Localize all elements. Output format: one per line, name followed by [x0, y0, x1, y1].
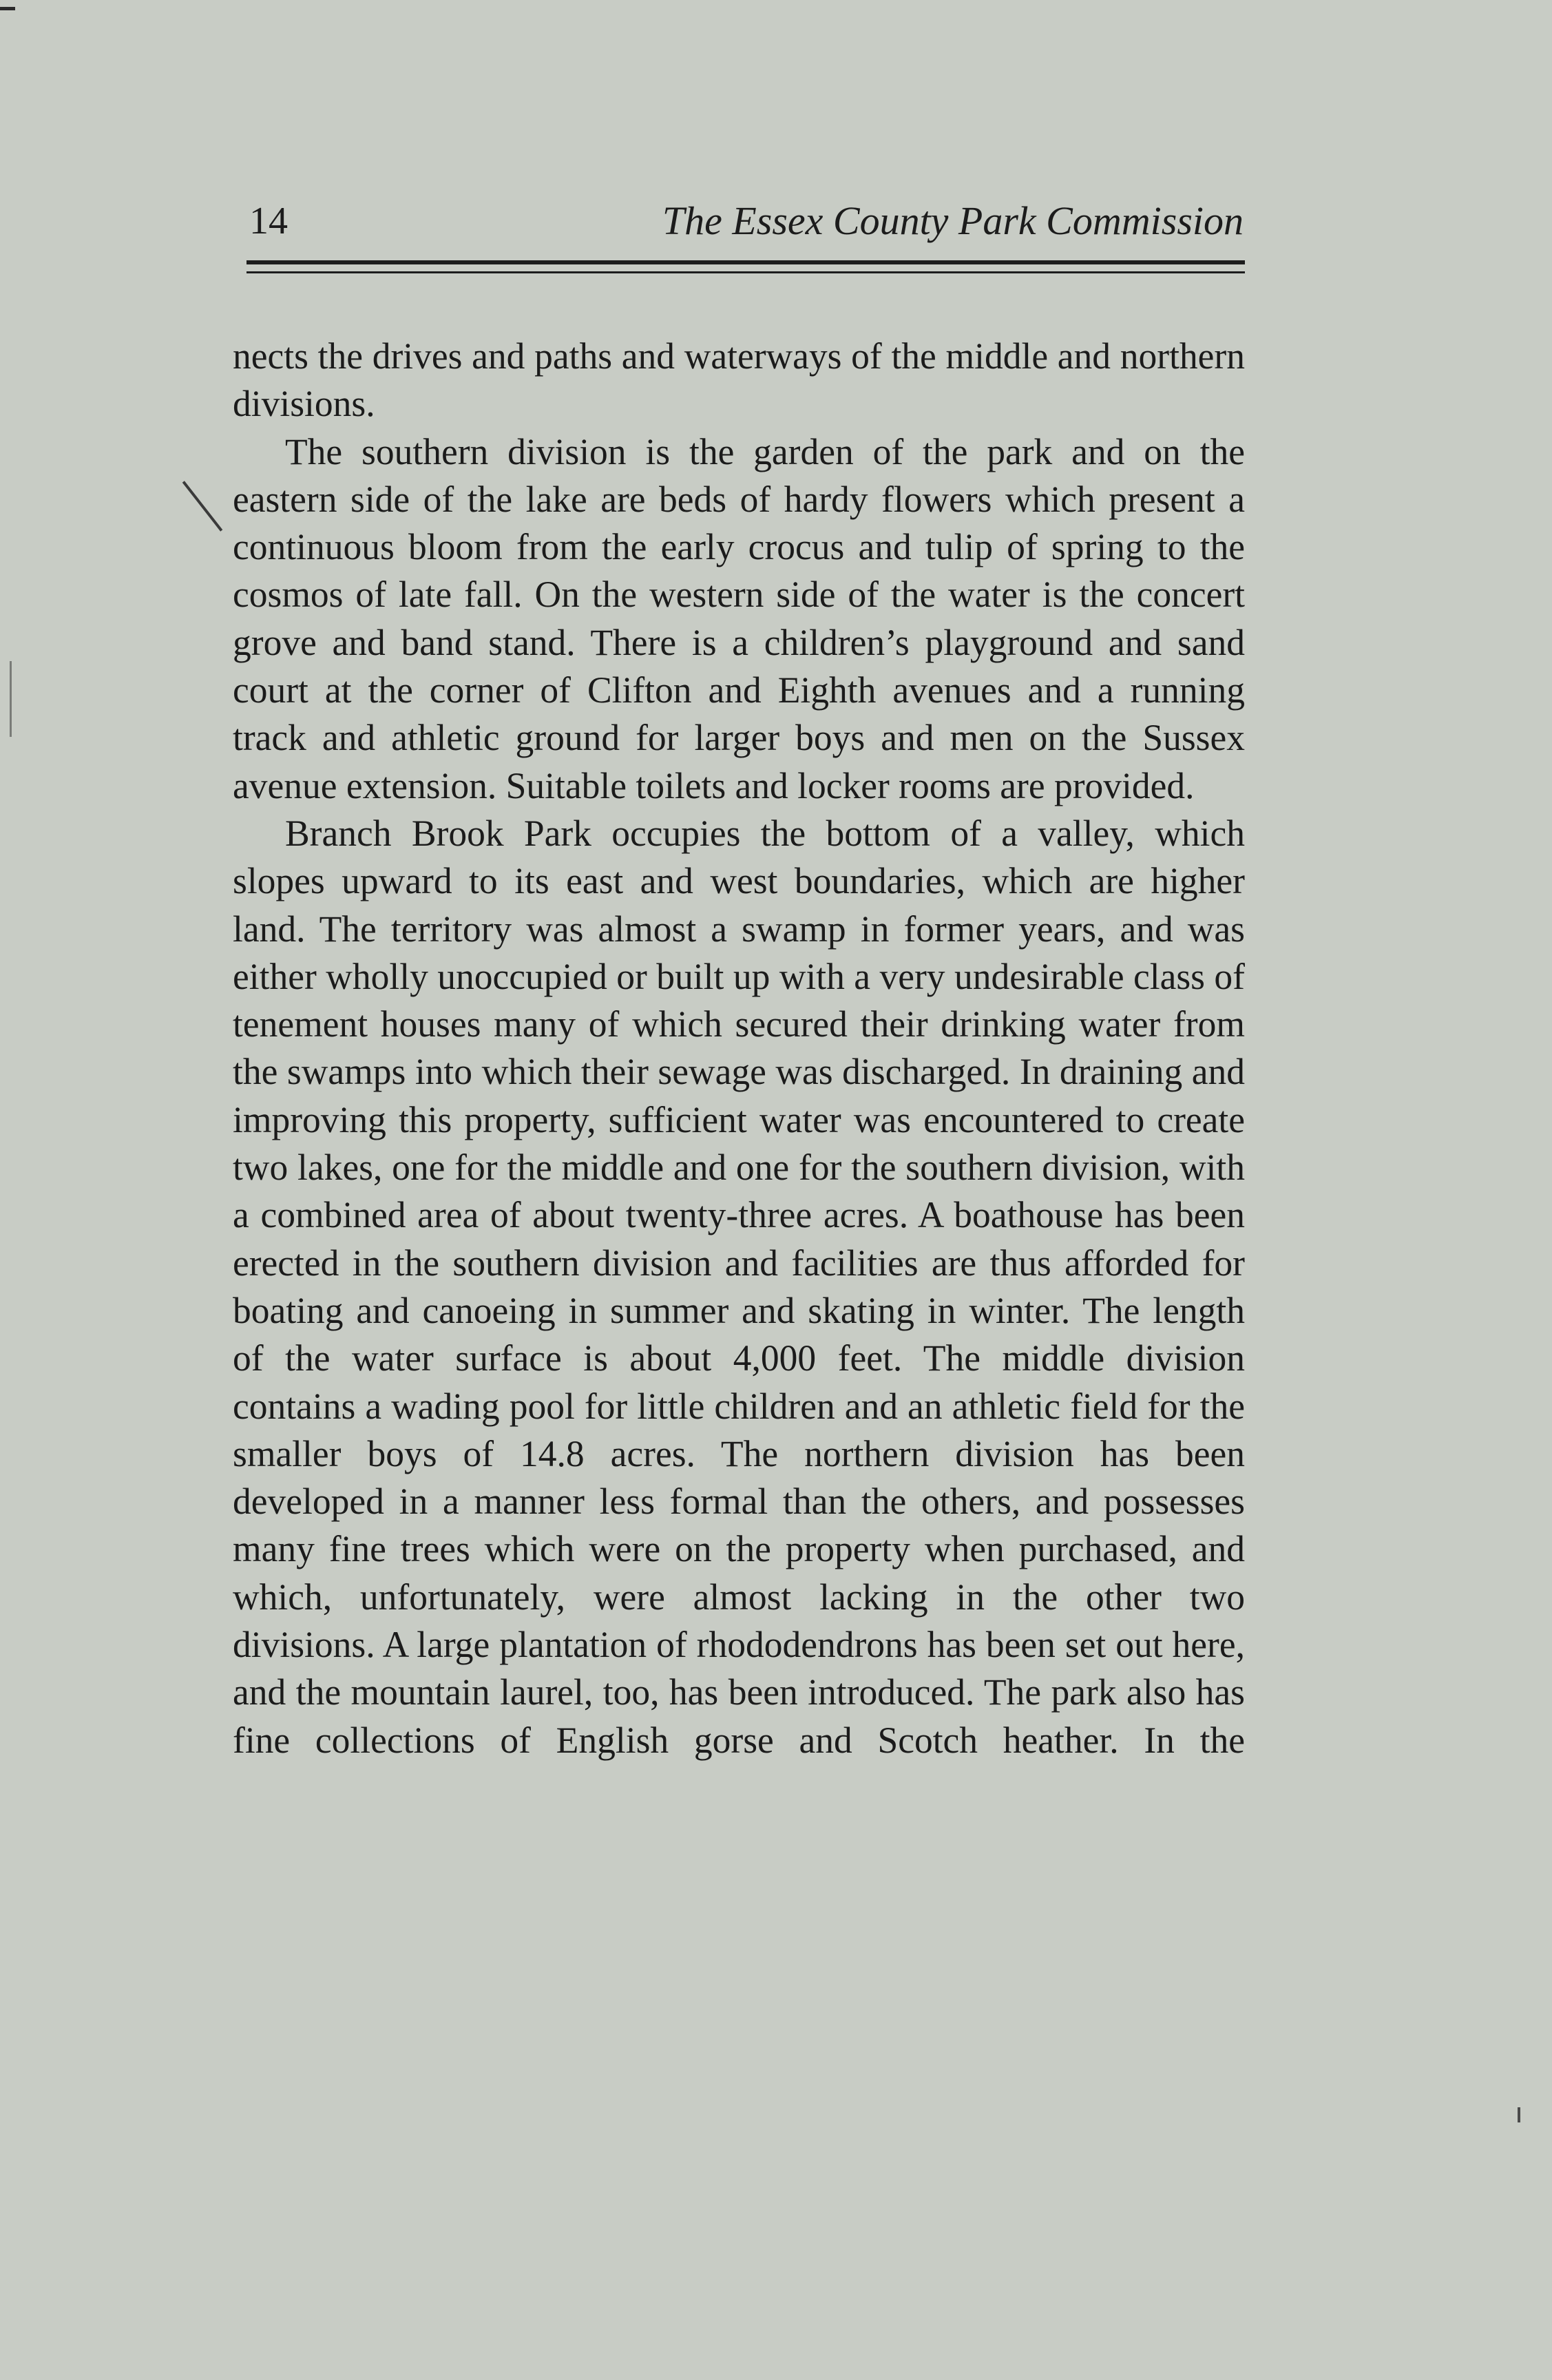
paragraph-southern-division: The southern division is the garden of the park and on the eastern side of the lake are beds of hardy flowers which present a continuous bloom from the early crocus and tulip of spring to the cosmos of late fall. On the western side of the water is the concert grove and band stand. There is a children’s playground and sand court at the corner of Clifton and Eighth avenues and a running track and athletic ground for larger boys and men on the Sussex avenue extension. Suitable toilets and locker rooms are provided. — [233, 430, 1245, 806]
running-head — [248, 197, 1244, 252]
pencil-mark-left-edge — [10, 661, 12, 737]
pencil-mark-margin — [182, 481, 223, 531]
pencil-mark-right-edge — [1518, 2107, 1520, 2122]
running-title: The Essex County Park Commission — [662, 198, 1244, 243]
paragraph-continuation: nects the drives and paths and waterways of the middle and northern divisions. — [233, 335, 1245, 425]
page-number: 14 — [249, 200, 288, 242]
scan-mark-top-left — [0, 7, 15, 10]
header-rule-thick — [247, 260, 1245, 264]
paragraph-branch-brook-park: Branch Brook Park occupies the bottom of a valley, which slopes upward to its east and west boundaries, which are higher land. The territory was almost a swamp in former years, and was either wholly unoccupied or built up with a very undesirable class of tenement houses many of which secured their drinking water from the swamps into which their sewage was discharged. In draining and improving this property, sufficient water was encountered to create two lakes, one for the middle and one for the southern division, with a combined area of about twenty-three acres. A boathouse has been erected in the southern division and facilities are thus afforded for boating and canoeing in summer and skating in winter. The length of the water surface is about 4,000 feet. The middle division contains a wading pool for little children and an athletic field for the smaller boys of 14.8 acres. The northern division has been developed in a manner less formal than the others, and possesses many fine trees which were on the property when purchased, and which, unfortunately, were almost lacking in the other two divisions. A large plantation of rhododendrons has been set out here, and the mountain laurel, too, has been introduced. The park also has fine collections of English gorse and Scotch heather. In the — [233, 812, 1245, 1761]
header-rule-thin — [247, 271, 1245, 273]
body-text — [233, 333, 1245, 1764]
